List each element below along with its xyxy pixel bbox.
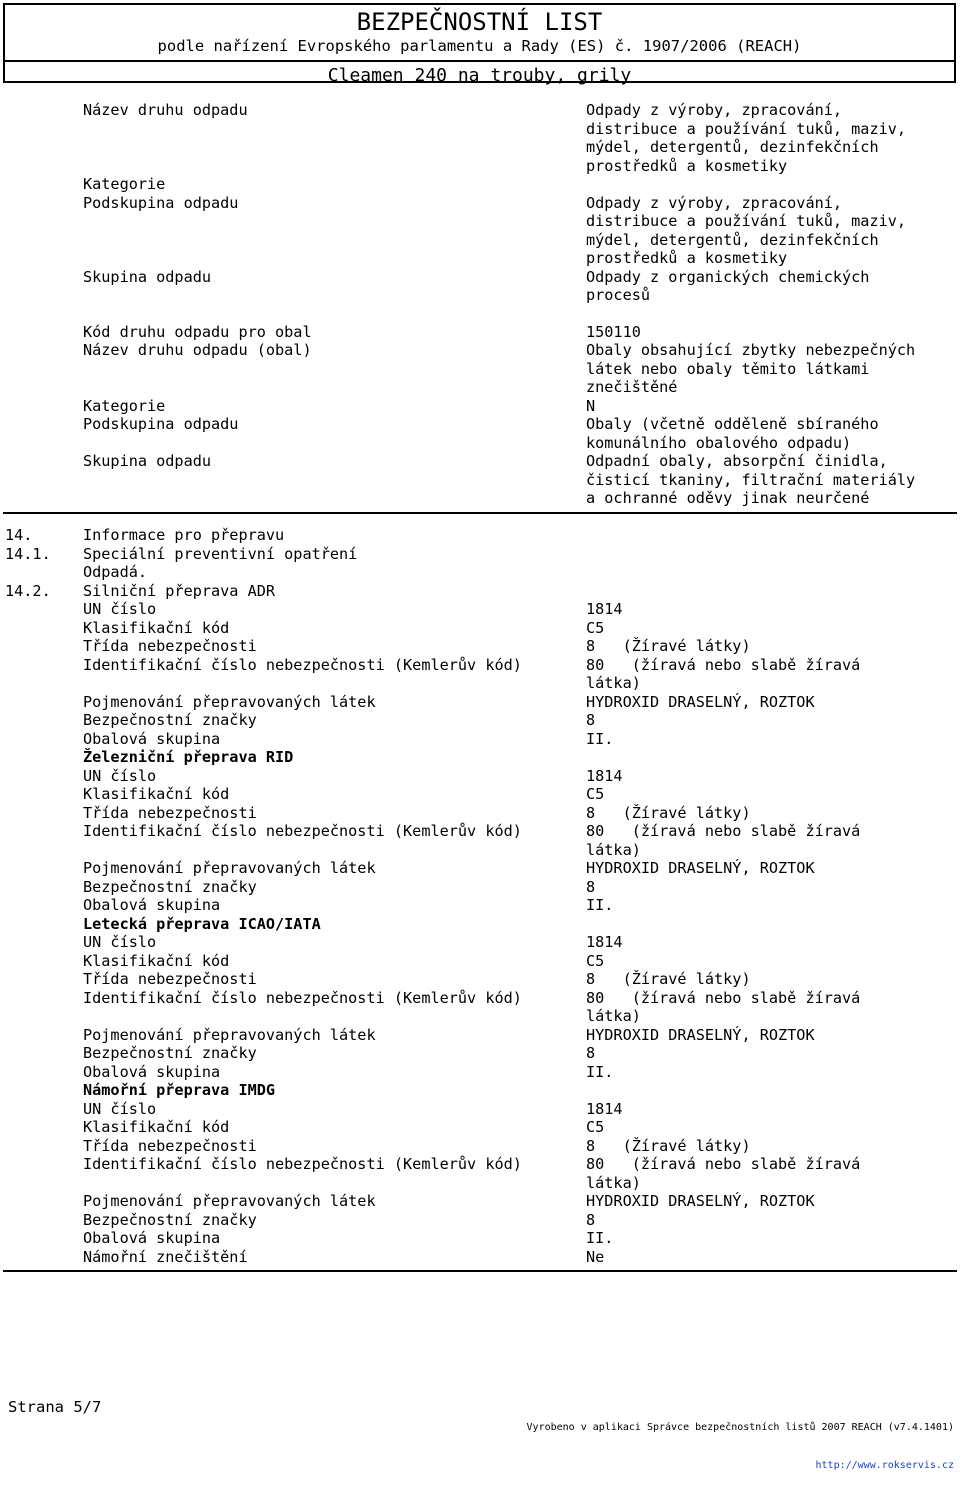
waste-name-value-2: distribuce a používání tuků, maziv, [586, 119, 907, 138]
section-divider [3, 512, 957, 514]
waste-name-value-3: mýdel, detergentů, dezinfekčních [586, 138, 879, 156]
packaging-subgroup-value-2: komunálního obalového odpadu) [586, 433, 852, 452]
imdg-kemler-value-2: látka) [586, 1173, 641, 1192]
producer-link[interactable]: http://www.rokservis.cz [815, 1459, 954, 1471]
adr-packing-group-value: II. [586, 729, 614, 748]
packaging-group-value-1: Odpadní obaly, absorpční činidla, [586, 452, 888, 470]
waste-group-label: Skupina odpadu [83, 267, 212, 286]
packaging-group-value-3: a ochranné oděvy jinak neurčené [586, 489, 870, 507]
icao-kemler-value-1: 80 (žíravá nebo slabě žíravá [586, 988, 861, 1007]
icao-labels-value: 8 [586, 1044, 596, 1062]
page-number: Strana 5/7 [8, 1398, 102, 1416]
waste-subgroup-value-1: Odpady z výroby, zpracování, [586, 193, 843, 212]
adr-hazard-class-value: 8 (Žíravé látky) [586, 637, 751, 655]
section-14-2-number: 14.2. [5, 581, 51, 600]
rid-labels-label: Bezpečnostní značky [83, 877, 257, 896]
waste-group-value-1: Odpady z organických chemických [586, 267, 870, 286]
waste-subgroup-value-4: prostředků a kosmetiky [586, 249, 788, 267]
adr-class-code-value: C5 [586, 618, 605, 637]
icao-packing-group-label: Obalová skupina [83, 1062, 221, 1081]
waste-subgroup-label: Podskupina odpadu [83, 193, 239, 212]
section-14-1-title: Speciální preventivní opatření [83, 544, 358, 563]
rid-kemler-label: Identifikační číslo nebezpečnosti (Kemlerův kód) [83, 822, 522, 840]
packaging-category-label: Kategorie [83, 396, 166, 415]
packaging-name-value-3: znečištěné [586, 378, 678, 396]
icao-class-code-value: C5 [586, 951, 605, 970]
icao-un-value: 1814 [586, 933, 623, 951]
icao-title: Letecká přeprava ICAO/IATA [83, 914, 321, 933]
icao-kemler-value-2: látka) [586, 1007, 641, 1025]
imdg-marine-pollutant-value: Ne [586, 1247, 605, 1266]
imdg-un-label: UN číslo [83, 1099, 157, 1118]
rid-un-label: UN číslo [83, 766, 157, 785]
regulation-subtitle: podle nařízení Evropského parlamentu a Rady (ES) č. 1907/2006 (REACH) [157, 37, 802, 55]
imdg-packing-group-label: Obalová skupina [83, 1229, 221, 1247]
adr-labels-label: Bezpečnostní značky [83, 711, 257, 729]
waste-name-value-1: Odpady z výroby, zpracování, [586, 101, 843, 119]
adr-kemler-label: Identifikační číslo nebezpečnosti (Kemlerův kód) [83, 655, 522, 674]
rid-title: Železniční přeprava RID [83, 748, 294, 766]
imdg-kemler-value-1: 80 (žíravá nebo slabě žíravá [586, 1155, 861, 1173]
rid-class-code-value: C5 [586, 785, 605, 803]
packaging-category-value: N [586, 396, 596, 415]
icao-packing-group-value: II. [586, 1062, 614, 1081]
icao-class-code-label: Klasifikační kód [83, 951, 230, 970]
adr-un-label: UN číslo [83, 600, 157, 618]
section-14-title: Informace pro přepravu [83, 526, 285, 544]
section-14-1-number: 14.1. [5, 544, 51, 563]
rid-packing-group-value: II. [586, 896, 614, 914]
imdg-labels-value: 8 [586, 1210, 596, 1229]
imdg-shipping-name-value: HYDROXID DRASELNÝ, ROZTOK [586, 1192, 815, 1210]
packaging-subgroup-label: Podskupina odpadu [83, 415, 239, 433]
adr-packing-group-label: Obalová skupina [83, 729, 221, 748]
section-14-1-text: Odpadá. [83, 563, 148, 581]
imdg-shipping-name-label: Pojmenování přepravovaných látek [83, 1192, 376, 1210]
packaging-group-value-2: čisticí tkaniny, filtrační materiály [586, 470, 916, 489]
adr-un-value: 1814 [586, 600, 623, 618]
rid-packing-group-label: Obalová skupina [83, 896, 221, 914]
imdg-labels-label: Bezpečnostní značky [83, 1210, 257, 1229]
rid-hazard-class-label: Třída nebezpečnosti [83, 803, 257, 822]
rid-class-code-label: Klasifikační kód [83, 785, 230, 803]
icao-labels-label: Bezpečnostní značky [83, 1044, 257, 1062]
rid-shipping-name-label: Pojmenování přepravovaných látek [83, 859, 376, 877]
imdg-class-code-value: C5 [586, 1118, 605, 1136]
packaging-name-value-1: Obaly obsahující zbytky nebezpečných [586, 341, 916, 359]
section-end-divider [3, 1270, 957, 1272]
packaging-group-label: Skupina odpadu [83, 452, 212, 470]
waste-category-label: Kategorie [83, 175, 166, 193]
rid-kemler-value-2: látka) [586, 840, 641, 859]
waste-subgroup-value-2: distribuce a používání tuků, maziv, [586, 212, 907, 230]
adr-shipping-name-label: Pojmenování přepravovaných látek [83, 692, 376, 711]
imdg-kemler-label: Identifikační číslo nebezpečnosti (Kemlerův kód) [83, 1155, 522, 1173]
adr-shipping-name-value: HYDROXID DRASELNÝ, ROZTOK [586, 692, 815, 711]
imdg-marine-pollutant-label: Námořní znečištění [83, 1247, 248, 1266]
packaging-code-label: Kód druhu odpadu pro obal [83, 322, 312, 341]
waste-subgroup-value-3: mýdel, detergentů, dezinfekčních [586, 230, 879, 249]
icao-un-label: UN číslo [83, 933, 157, 951]
rid-hazard-class-value: 8 (Žíravé látky) [586, 803, 751, 822]
icao-hazard-class-value: 8 (Žíravé látky) [586, 970, 751, 988]
adr-kemler-value-2: látka) [586, 674, 641, 692]
rid-kemler-value-1: 80 (žíravá nebo slabě žíravá [586, 822, 861, 840]
section-14-number: 14. [5, 526, 33, 544]
header-divider [5, 60, 954, 62]
waste-group-value-2: procesů [586, 286, 651, 304]
icao-shipping-name-value: HYDROXID DRASELNÝ, ROZTOK [586, 1025, 815, 1044]
document-header [3, 3, 956, 86]
imdg-hazard-class-value: 8 (Žíravé látky) [586, 1136, 751, 1155]
adr-hazard-class-label: Třída nebezpečnosti [83, 637, 257, 655]
waste-name-label: Název druhu odpadu [83, 101, 248, 119]
icao-hazard-class-label: Třída nebezpečnosti [83, 970, 257, 988]
packaging-name-label: Název druhu odpadu (obal) [83, 341, 312, 359]
producer-text: Vyrobeno v aplikaci Správce bezpečnostních listů 2007 REACH (v7.4.1401) [526, 1422, 954, 1433]
imdg-class-code-label: Klasifikační kód [83, 1118, 230, 1136]
imdg-un-value: 1814 [586, 1099, 623, 1118]
waste-name-value-4: prostředků a kosmetiky [586, 156, 788, 175]
packaging-subgroup-value-1: Obaly (včetně odděleně sbíraného [586, 415, 879, 433]
icao-shipping-name-label: Pojmenování přepravovaných látek [83, 1025, 376, 1044]
rid-shipping-name-value: HYDROXID DRASELNÝ, ROZTOK [586, 859, 815, 877]
rid-labels-value: 8 [586, 877, 596, 896]
rid-un-value: 1814 [586, 766, 623, 785]
icao-kemler-label: Identifikační číslo nebezpečnosti (Kemlerův kód) [83, 988, 522, 1007]
footer-producer [527, 1397, 954, 1485]
packaging-code-value: 150110 [586, 322, 641, 341]
imdg-packing-group-value: II. [586, 1229, 614, 1247]
adr-labels-value: 8 [586, 711, 596, 729]
imdg-title: Námořní přeprava IMDG [83, 1081, 276, 1099]
adr-kemler-value-1: 80 (žíravá nebo slabě žíravá [586, 655, 861, 674]
product-name: Cleamen 240 na trouby, grily [327, 65, 632, 86]
document-title: BEZPEČNOSTNÍ LIST [356, 8, 603, 36]
imdg-hazard-class-label: Třída nebezpečnosti [83, 1136, 257, 1155]
adr-class-code-label: Klasifikační kód [83, 618, 230, 637]
adr-title: Silniční přeprava ADR [83, 581, 276, 600]
packaging-name-value-2: látek nebo obaly těmito látkami [586, 359, 870, 378]
